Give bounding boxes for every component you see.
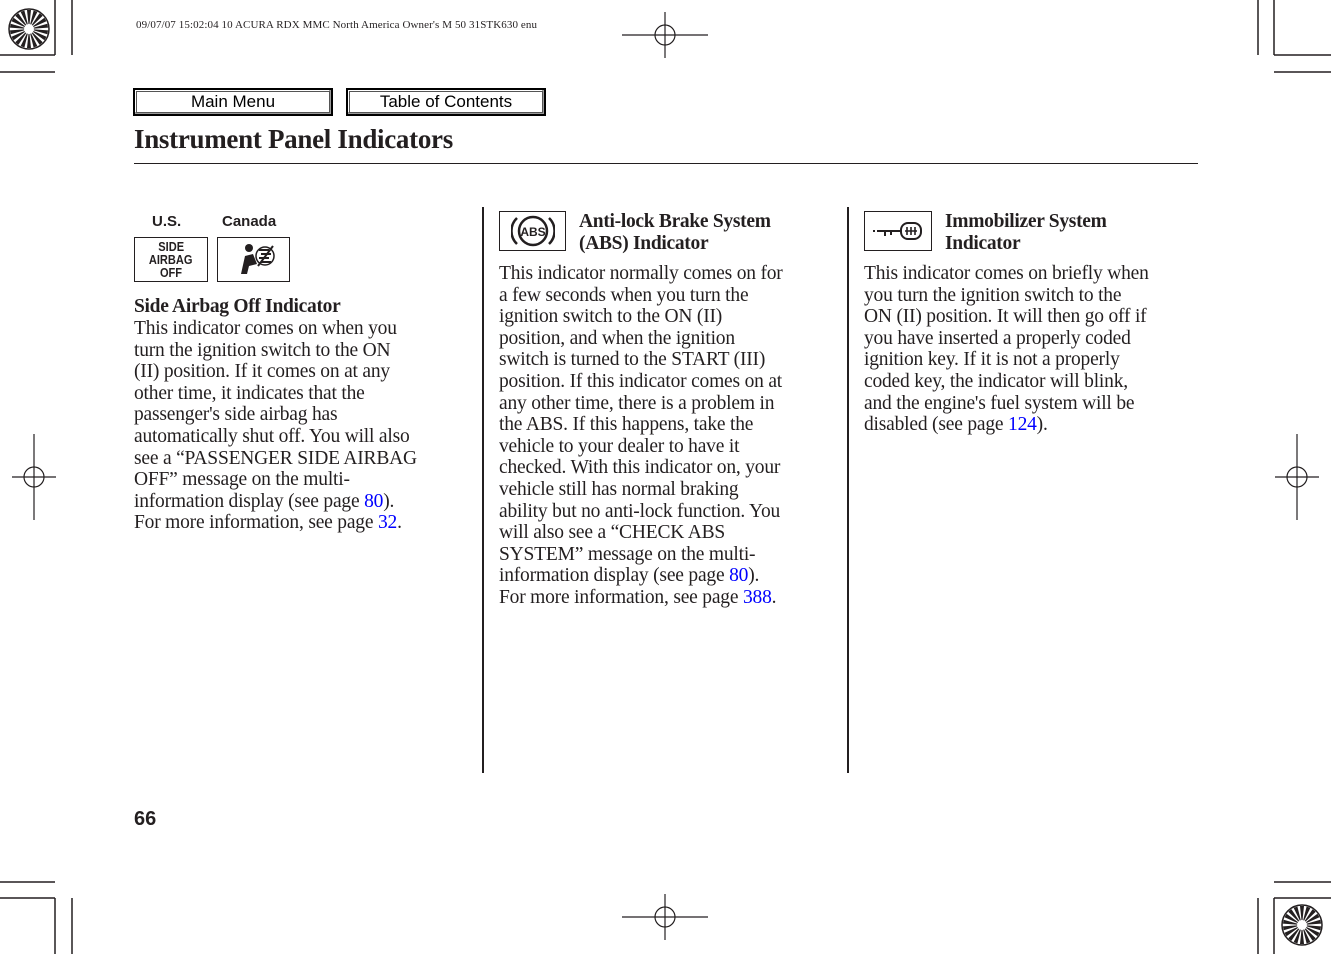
immobilizer-heading: Immobilizer System Indicator (945, 211, 1107, 254)
immobilizer-body (864, 263, 1204, 436)
side-airbag-body (134, 318, 474, 534)
label-us: U.S. (152, 213, 182, 230)
seated-passenger-airbag-icon (229, 242, 279, 278)
table-of-contents-label: Table of Contents (349, 91, 543, 113)
side-airbag-text-end: . (397, 512, 402, 534)
side-airbag-off-canada-icon (217, 237, 290, 282)
icon-text-off: OFF (159, 264, 183, 280)
abs-symbol-icon (511, 214, 555, 248)
page-number: 66 (134, 808, 157, 830)
abs-text: This indicator normally comes on for a few seconds when you turn the ignition switch to the ON (II) position, and when the ignition switch is turned to the START (III) position. If this indicator comes on at any other time, there is a problem in the ABS. If this happens, take the vehicle to your dealer to have it checked. With this indicator on, your vehicle still has normal braking ability but no anti-lock function. You will also see a “CHECK ABS SYSTEM” message on the multi- information display (see page (499, 263, 783, 587)
column-divider (482, 207, 484, 773)
key-icon (869, 217, 927, 245)
side-airbag-off-us-icon (134, 237, 208, 282)
title-divider (134, 163, 1198, 164)
label-canada: Canada (222, 213, 277, 230)
page-link[interactable]: 124 (1008, 414, 1037, 436)
immobilizer-text-end: ). (1036, 414, 1048, 436)
side-airbag-text-mid: ). For more information, see page (134, 490, 395, 534)
main-menu-button[interactable] (133, 88, 333, 116)
abs-heading: Anti-lock Brake System (ABS) Indicator (579, 211, 771, 254)
abs-icon-text: ABS (519, 225, 546, 239)
icon-text-airbag: AIRBAG (149, 251, 193, 267)
abs-text-mid: ). For more information, see page (499, 565, 760, 608)
column-divider (847, 207, 849, 773)
main-menu-label: Main Menu (136, 91, 330, 113)
page-link[interactable]: 32 (377, 512, 398, 534)
abs-indicator-icon (499, 211, 566, 251)
page-title: Instrument Panel Indicators (134, 124, 453, 154)
page-link[interactable]: 80 (729, 565, 749, 587)
abs-text-end: . (771, 586, 777, 608)
side-airbag-text: This indicator comes on when you turn the ignition switch to the ON (II) position. If it comes on at any other time, it indicates that the passenger's side airbag has automatically shut off. You will also see a “PASSENGER SIDE AIRBAG OFF” message on the multi- information display (see page (134, 318, 417, 512)
abs-body (499, 263, 839, 609)
immobilizer-text: This indicator comes on briefly when you turn the ignition switch to the ON (II) position. It will then go off if you have inserted a properly coded ignition key. If it is not a properly coded key, the indicator will blink, and the engine's fuel system will be disabled (see page (864, 263, 1149, 436)
side-airbag-heading: Side Airbag Off Indicator (134, 296, 341, 317)
table-of-contents-button[interactable] (346, 88, 546, 116)
print-header: 09/07/07 15:02:04 10 ACURA RDX MMC North America Owner's M 50 31STK630 enu (136, 19, 538, 31)
page-link[interactable]: 388 (742, 586, 772, 608)
page-link[interactable]: 80 (364, 490, 384, 512)
icon-text-side: SIDE (158, 238, 184, 254)
immobilizer-indicator-icon (864, 211, 932, 251)
